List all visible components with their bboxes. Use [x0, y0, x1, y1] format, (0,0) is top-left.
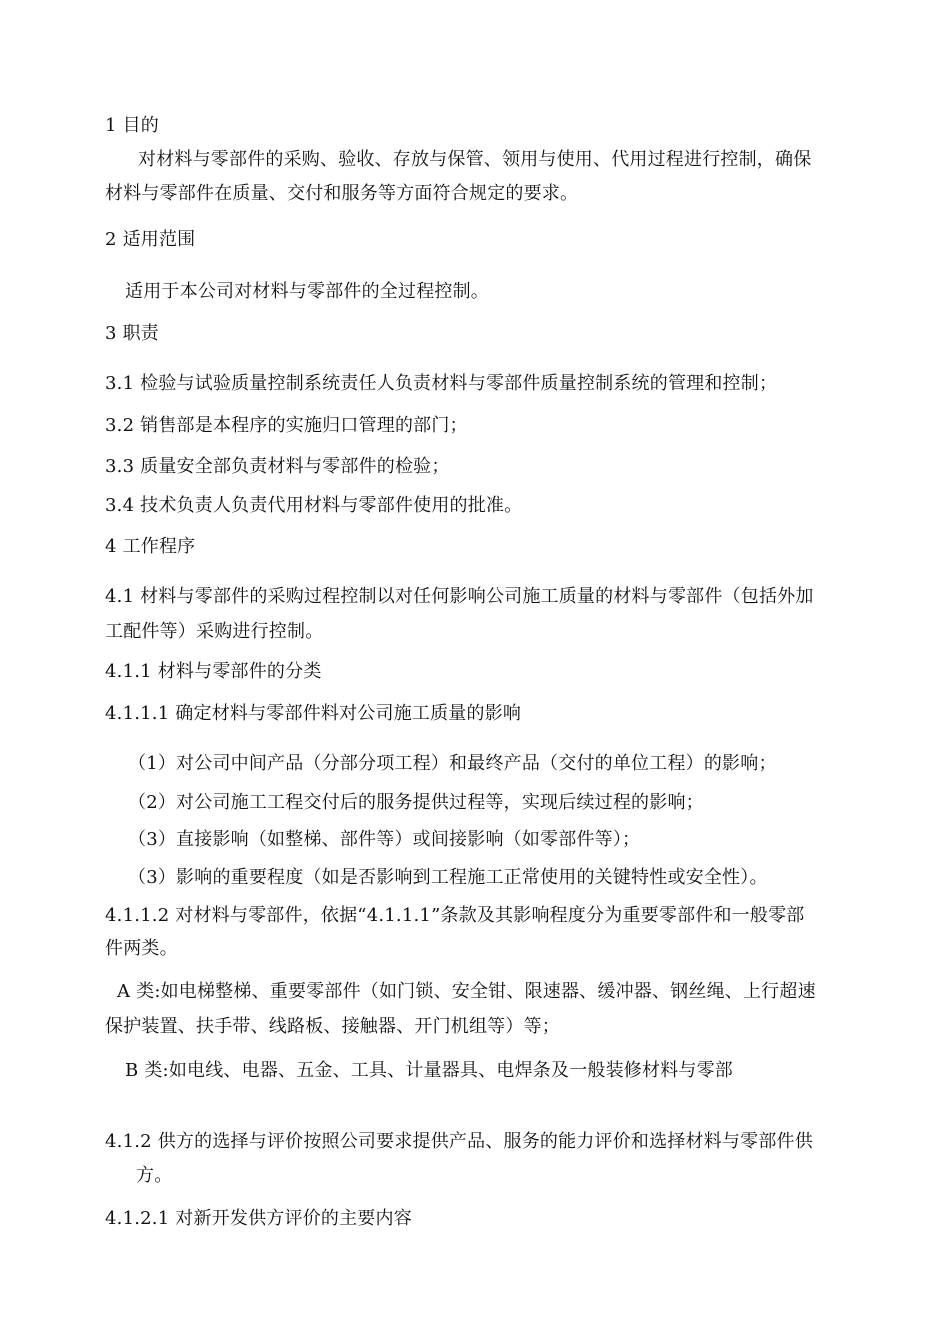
- clause-4-1-line-1: 4.1 材料与零部件的采购过程控制以对任何影响公司施工质量的材料与零部件（包括外加: [105, 586, 814, 607]
- clause-4-1-line-2: 工配件等）采购进行控制。: [105, 621, 324, 642]
- section-heading-responsibilities: 3 职责: [105, 323, 159, 344]
- impact-item-3: （3）直接影响（如整梯、部件等）或间接影响（如零部件等）；: [128, 829, 641, 850]
- clause-4-1-2-1: 4.1.2.1 对新开发供方评价的主要内容: [105, 1208, 412, 1229]
- section-heading-scope: 2 适用范围: [105, 229, 196, 250]
- purpose-paragraph-line-1: 对材料与零部件的采购、验收、存放与保管、领用与使用、代用过程进行控制，确保: [138, 149, 812, 170]
- responsibility-3-2: 3.2 销售部是本程序的实施归口管理的部门；: [105, 415, 468, 436]
- impact-item-2: （2）对公司施工工程交付后的服务提供过程等，实现后续过程的影响；: [128, 792, 704, 813]
- class-a-line-1: A 类:如电梯整梯、重要零部件（如门锁、安全钳、限速器、缓冲器、钢丝绳、上行超速: [117, 981, 816, 1002]
- clause-4-1-1-1: 4.1.1.1 确定材料与零部件料对公司施工质量的影响: [105, 703, 522, 724]
- class-a-line-2: 保护装置、扶手带、线路板、接触器、开门机组等）等；: [105, 1016, 560, 1037]
- impact-item-4: （3）影响的重要程度（如是否影响到工程施工正常使用的关键特性或安全性）。: [128, 867, 768, 888]
- responsibility-3-4: 3.4 技术负责人负责代用材料与零部件使用的批准。: [105, 495, 523, 516]
- class-b: B 类:如电线、电器、五金、工具、计量器具、电焊条及一般装修材料与零部: [125, 1060, 734, 1081]
- clause-4-1-1-2-line-2: 件两类。: [105, 938, 178, 959]
- section-heading-purpose: 1 目的: [105, 115, 159, 136]
- responsibility-3-3: 3.3 质量安全部负责材料与零部件的检验；: [105, 456, 450, 477]
- clause-4-1-2-line-2: 方。: [136, 1165, 173, 1186]
- impact-item-1: （1）对公司中间产品（分部分项工程）和最终产品（交付的单位工程）的影响；: [128, 753, 777, 774]
- clause-4-1-1-2-line-1: 4.1.1.2 对材料与零部件，依据“4.1.1.1”条款及其影响程度分为重要零部件和一般零部: [105, 905, 805, 926]
- scope-paragraph: 适用于本公司对材料与零部件的全过程控制。: [125, 281, 489, 302]
- purpose-paragraph-line-2: 材料与零部件在质量、交付和服务等方面符合规定的要求。: [105, 183, 579, 204]
- section-heading-procedure: 4 工作程序: [105, 536, 196, 557]
- responsibility-3-1: 3.1 检验与试验质量控制系统责任人负责材料与零部件质量控制系统的管理和控制；: [105, 373, 778, 394]
- clause-4-1-2-line-1: 4.1.2 供方的选择与评价按照公司要求提供产品、服务的能力评价和选择材料与零部件供: [105, 1131, 813, 1152]
- clause-4-1-1: 4.1.1 材料与零部件的分类: [105, 661, 322, 682]
